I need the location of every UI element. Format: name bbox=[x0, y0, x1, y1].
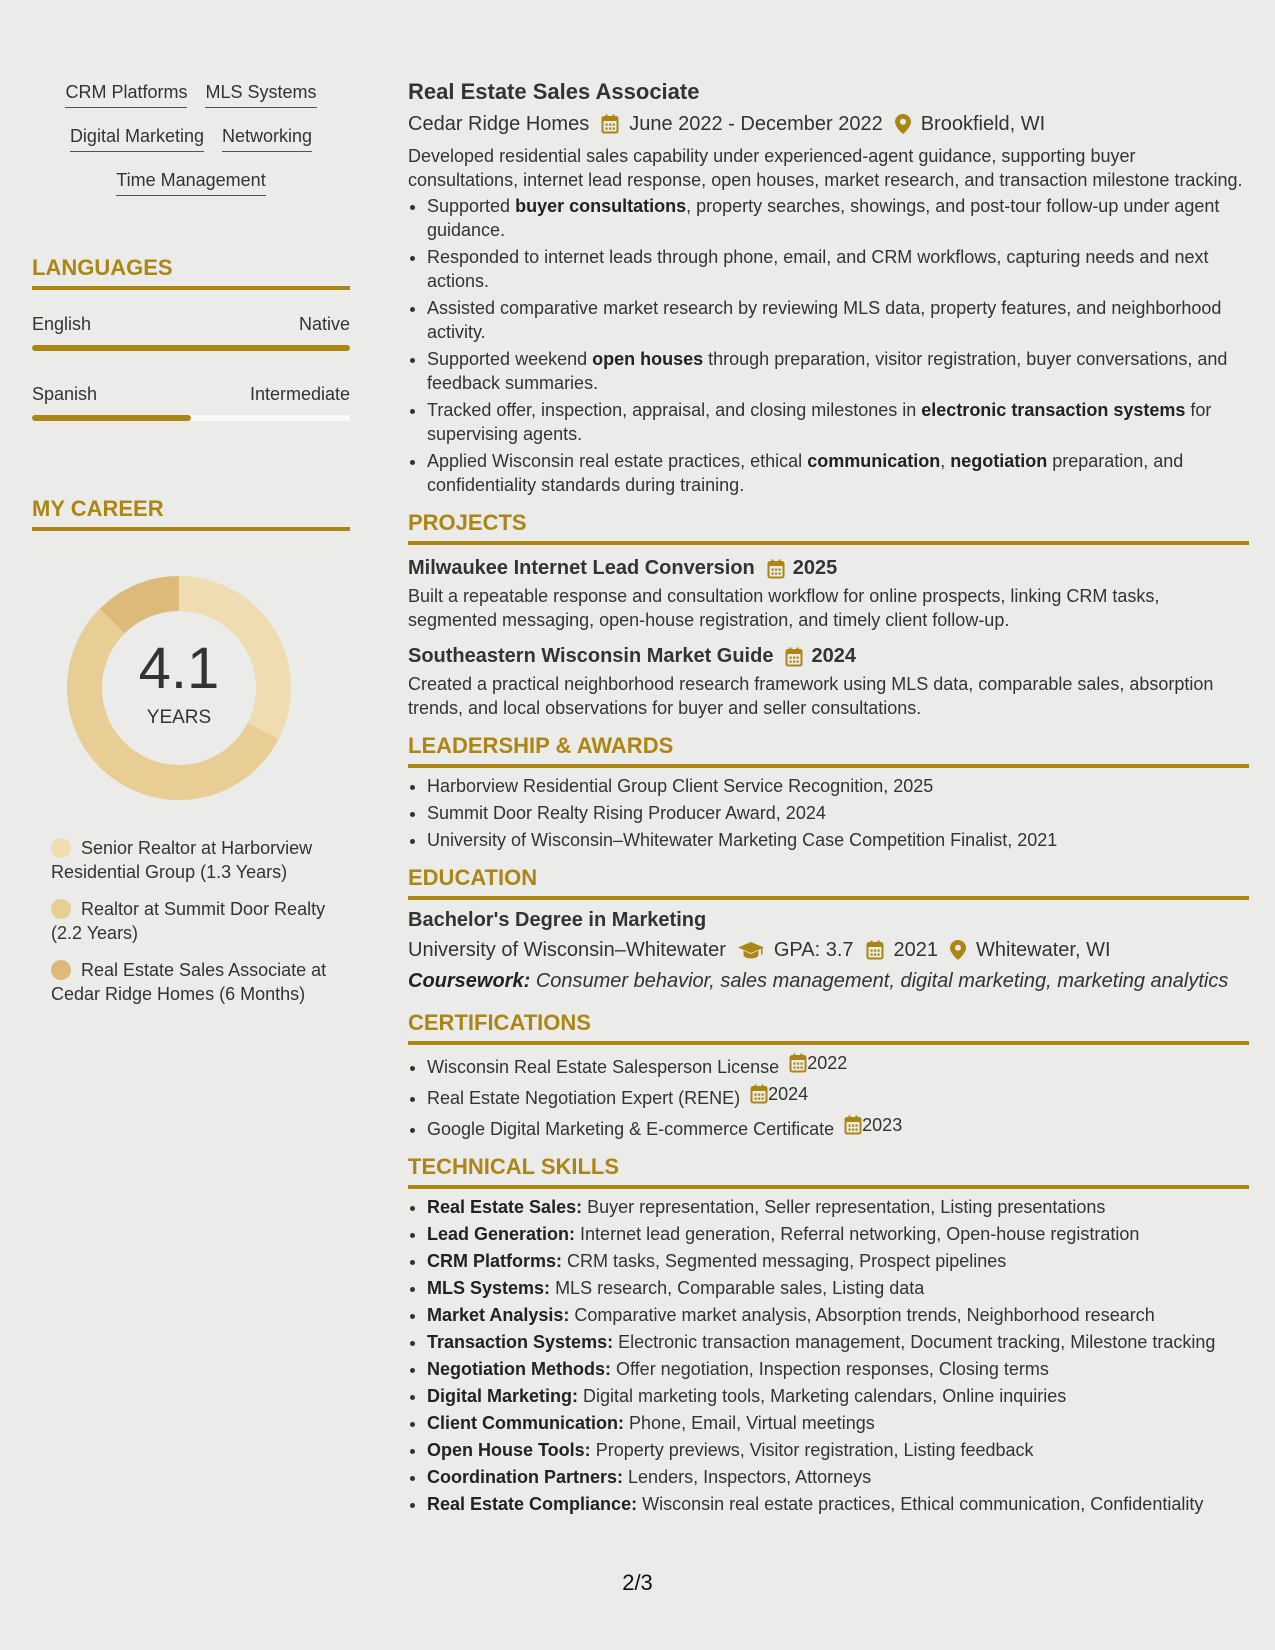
cert-item: • Google Digital Marketing & E-commerce Certificate 2023 bbox=[427, 1113, 1249, 1141]
language-bar bbox=[32, 415, 350, 421]
job-meta bbox=[408, 110, 1249, 138]
tech-skill-label: Real Estate Sales: bbox=[427, 1197, 583, 1217]
language-name: Spanish bbox=[32, 384, 98, 404]
location-pin-icon bbox=[950, 940, 966, 960]
tech-skill-item bbox=[427, 1222, 1249, 1246]
tech-skill-item bbox=[427, 1195, 1249, 1219]
tech-skill-item bbox=[427, 1411, 1249, 1435]
tech-skill-label: Real Estate Compliance: bbox=[427, 1494, 638, 1514]
career-legend bbox=[51, 836, 341, 1019]
tech-skill-item bbox=[427, 1438, 1249, 1462]
award-item: • Harborview Residential Group Client Service Recognition, 2025 bbox=[427, 774, 1249, 798]
legend-item: Realtor at Summit Door Realty (2.2 Years) bbox=[51, 899, 326, 943]
tech-skill-label: Open House Tools: bbox=[427, 1440, 591, 1460]
tech-skill-label: Client Communication: bbox=[427, 1413, 624, 1433]
job-title: Real Estate Sales Associate bbox=[408, 79, 700, 104]
technical-skills-title: TECHNICAL SKILLS bbox=[408, 1153, 1249, 1189]
career-donut-chart bbox=[62, 571, 296, 805]
skill-tag: CRM Platforms bbox=[65, 80, 187, 108]
school-name: University of Wisconsin–Whitewater bbox=[408, 939, 726, 961]
education-location: Whitewater, WI bbox=[976, 939, 1111, 961]
tech-skill-value: Comparative market analysis, Absorption trends, Neighborhood research bbox=[574, 1305, 1155, 1325]
languages-title: LANGUAGES bbox=[32, 255, 350, 290]
tech-skill-item bbox=[427, 1492, 1249, 1516]
tech-skill-value: Wisconsin real estate practices, Ethical communication, Confidentiality bbox=[642, 1494, 1204, 1514]
job-bullet: • Applied Wisconsin real estate practices, ethical communication, negotiation preparation, and confidentiality standards during training. bbox=[427, 449, 1249, 497]
tech-skill-label: CRM Platforms: bbox=[427, 1251, 563, 1271]
tech-skill-item bbox=[427, 1276, 1249, 1300]
tech-skill-value: Electronic transaction management, Document tracking, Milestone tracking bbox=[618, 1332, 1216, 1352]
job-bullet: • Supported weekend open houses through preparation, visitor registration, buyer conversations, and feedback summaries. bbox=[427, 347, 1249, 395]
calendar-icon bbox=[750, 1084, 768, 1104]
education-title: EDUCATION bbox=[408, 864, 1249, 900]
language-name: English bbox=[32, 314, 92, 334]
tech-skill-label: Digital Marketing: bbox=[427, 1386, 579, 1406]
legend-dot bbox=[51, 838, 71, 858]
tech-skill-item bbox=[427, 1357, 1249, 1381]
skill-tag: MLS Systems bbox=[205, 80, 316, 108]
project-year: 2025 bbox=[792, 557, 838, 579]
tech-skill-value: Digital marketing tools, Marketing calendars, Online inquiries bbox=[583, 1386, 1067, 1406]
tech-skill-item bbox=[427, 1384, 1249, 1408]
gpa: GPA: 3.7 bbox=[773, 939, 854, 961]
project-item bbox=[408, 554, 1249, 632]
tech-skill-label: Lead Generation: bbox=[427, 1224, 576, 1244]
calendar-icon bbox=[866, 940, 884, 960]
cert-item: • Wisconsin Real Estate Salesperson License 2022 bbox=[427, 1051, 1249, 1079]
project-year: 2024 bbox=[811, 645, 856, 667]
job-company: Cedar Ridge Homes bbox=[408, 113, 590, 135]
language-bar bbox=[32, 345, 350, 351]
education-year: 2021 bbox=[893, 939, 939, 961]
tech-skill-label: MLS Systems: bbox=[427, 1278, 551, 1298]
project-item bbox=[408, 642, 1249, 720]
graduation-cap-icon bbox=[738, 940, 764, 960]
education-meta bbox=[408, 936, 1249, 964]
tech-skill-label: Transaction Systems: bbox=[427, 1332, 614, 1352]
tech-skill-item bbox=[427, 1249, 1249, 1273]
skill-tags bbox=[32, 80, 350, 196]
tech-skill-label: Coordination Partners: bbox=[427, 1467, 624, 1487]
tech-skill-value: Internet lead generation, Referral networking, Open-house registration bbox=[580, 1224, 1140, 1244]
career-title: MY CAREER bbox=[32, 496, 350, 531]
award-item: • University of Wisconsin–Whitewater Marketing Case Competition Finalist, 2021 bbox=[427, 828, 1249, 852]
project-desc: Created a practical neighborhood research framework using MLS data, comparable sales, absorption trends, and local observations for buyer and seller consultations. bbox=[408, 674, 1214, 718]
tech-skill-value: Property previews, Visitor registration, Listing feedback bbox=[595, 1440, 1034, 1460]
legend-dot bbox=[51, 899, 71, 919]
coursework-text: Consumer behavior, sales management, digital marketing, marketing analytics bbox=[535, 970, 1229, 992]
leadership-list bbox=[408, 774, 1249, 852]
career-unit: YEARS bbox=[146, 707, 212, 728]
skill-tag: Time Management bbox=[116, 168, 265, 196]
tech-skill-value: MLS research, Comparable sales, Listing data bbox=[555, 1278, 925, 1298]
legend-dot bbox=[51, 960, 71, 980]
calendar-icon bbox=[844, 1115, 862, 1135]
projects-title: PROJECTS bbox=[408, 509, 1249, 545]
certifications-title: CERTIFICATIONS bbox=[408, 1009, 1249, 1045]
language-english bbox=[32, 312, 350, 351]
tech-skill-label: Negotiation Methods: bbox=[427, 1359, 611, 1379]
calendar-icon bbox=[789, 1053, 807, 1073]
location-pin-icon bbox=[895, 114, 911, 134]
award-item: • Summit Door Realty Rising Producer Award, 2024 bbox=[427, 801, 1249, 825]
coursework-label: Coursework: bbox=[408, 970, 531, 992]
tech-skill-value: Offer negotiation, Inspection responses, Closing terms bbox=[616, 1359, 1049, 1379]
job-location: Brookfield, WI bbox=[920, 113, 1046, 135]
legend-item: Real Estate Sales Associate at Cedar Ridge Homes (6 Months) bbox=[51, 960, 327, 1004]
technical-skills-list bbox=[408, 1195, 1249, 1516]
project-name: Southeastern Wisconsin Market Guide bbox=[408, 645, 774, 667]
tech-skill-item bbox=[427, 1330, 1249, 1354]
skill-tag: Digital Marketing bbox=[70, 124, 204, 152]
tech-skill-value: Phone, Email, Virtual meetings bbox=[629, 1413, 875, 1433]
job-summary: Developed residential sales capability under experienced-agent guidance, supporting buyer consultations, internet lead response, open houses, market research, and transaction milestone tracking. bbox=[408, 146, 1243, 190]
page-number: 2/3 bbox=[622, 1570, 653, 1595]
language-spanish bbox=[32, 382, 350, 421]
job-dates: June 2022 - December 2022 bbox=[629, 113, 883, 135]
language-level: Native bbox=[298, 314, 350, 334]
job-bullet: • Tracked offer, inspection, appraisal, and closing milestones in electronic transaction systems for supervising agents. bbox=[427, 398, 1249, 446]
calendar-icon bbox=[767, 559, 785, 579]
job-bullet: • Supported buyer consultations, property searches, showings, and post-tour follow-up under agent guidance. bbox=[427, 194, 1249, 242]
project-desc: Built a repeatable response and consultation workflow for online prospects, linking CRM tasks, segmented messaging, open-house registration, and timely client follow-up. bbox=[408, 586, 1160, 630]
tech-skill-value: Lenders, Inspectors, Attorneys bbox=[628, 1467, 872, 1487]
job-bullet: • Responded to internet leads through phone, email, and CRM workflows, capturing needs and next actions. bbox=[427, 245, 1249, 293]
tech-skill-value: Buyer representation, Seller representation, Listing presentations bbox=[587, 1197, 1106, 1217]
tech-skill-value: CRM tasks, Segmented messaging, Prospect pipelines bbox=[567, 1251, 1007, 1271]
tech-skill-item bbox=[427, 1303, 1249, 1327]
calendar-icon bbox=[601, 114, 619, 134]
language-level: Intermediate bbox=[249, 384, 350, 404]
cert-item: • Real Estate Negotiation Expert (RENE) 2024 bbox=[427, 1082, 1249, 1110]
tech-skill-label: Market Analysis: bbox=[427, 1305, 570, 1325]
legend-item: Senior Realtor at Harborview Residential Group (1.3 Years) bbox=[51, 838, 313, 882]
tech-skill-item bbox=[427, 1465, 1249, 1489]
skill-tag: Networking bbox=[222, 124, 312, 152]
career-total-years: 4.1 bbox=[138, 636, 220, 701]
job-bullet: • Assisted comparative market research by reviewing MLS data, property features, and neighborhood activity. bbox=[427, 296, 1249, 344]
certifications-list bbox=[408, 1051, 1249, 1141]
degree: Bachelor's Degree in Marketing bbox=[408, 909, 707, 931]
main-content bbox=[408, 78, 1249, 1519]
coursework bbox=[408, 967, 1249, 995]
project-name: Milwaukee Internet Lead Conversion bbox=[408, 557, 755, 579]
leadership-title: LEADERSHIP & AWARDS bbox=[408, 732, 1249, 768]
job-bullets bbox=[408, 194, 1249, 497]
calendar-icon bbox=[785, 647, 803, 667]
